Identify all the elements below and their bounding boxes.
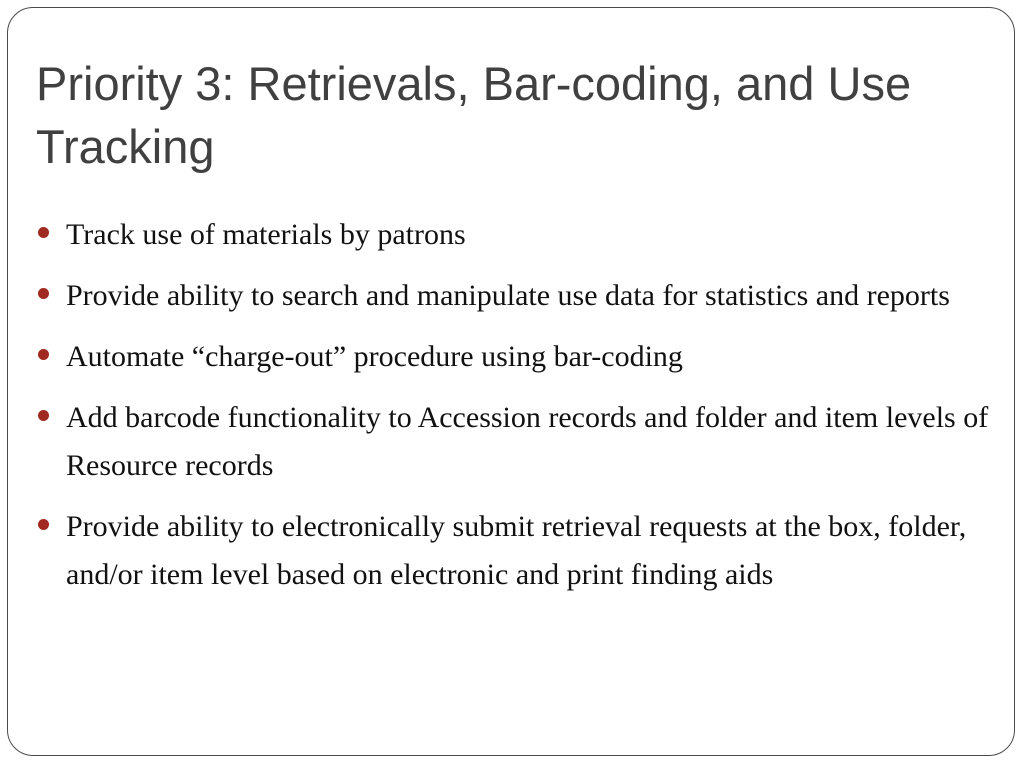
bullet-list (38, 211, 1013, 612)
bullet-item (38, 333, 1013, 381)
bullet-item (38, 394, 1013, 490)
bullet-item (38, 272, 1013, 320)
bullet-item (38, 211, 1013, 259)
bullet-text: Provide ability to electronically submit retrieval requests at the box, folder, and/or item level based on electronic and print finding aids (66, 510, 967, 591)
bullet-dot-icon (38, 410, 49, 421)
slide-title: Priority 3: Retrievals, Bar-coding, and Use Tracking (36, 57, 912, 173)
bullet-text: Add barcode functionality to Accession records and folder and item levels of Resource records (66, 401, 989, 482)
bullet-item (38, 503, 1013, 599)
bullet-text: Automate “charge-out” procedure using bar-coding (66, 340, 683, 373)
bullet-dot-icon (38, 288, 49, 299)
bullet-dot-icon (38, 227, 49, 238)
bullet-dot-icon (38, 519, 49, 530)
bullet-text: Track use of materials by patrons (66, 218, 466, 251)
slide-frame (7, 7, 1015, 756)
bullet-dot-icon (38, 349, 49, 360)
bullet-text: Provide ability to search and manipulate use data for statistics and reports (66, 279, 950, 312)
